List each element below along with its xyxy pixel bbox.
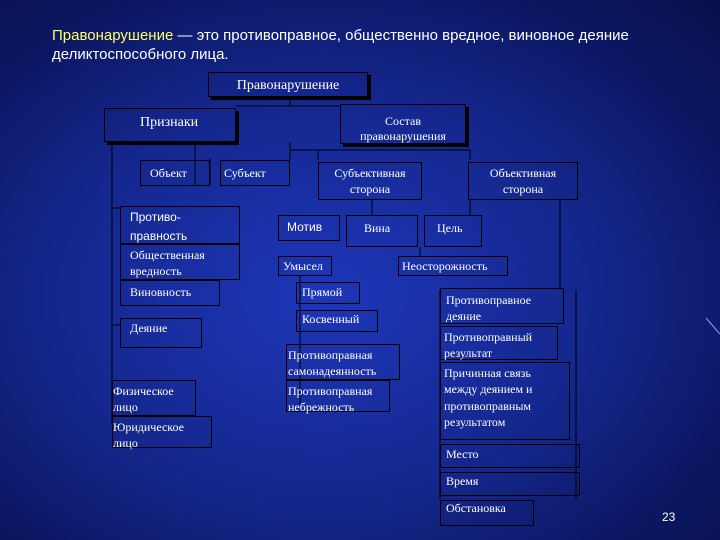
place-label: Место (446, 447, 479, 461)
deed-label: Деяние (130, 321, 168, 335)
illegality-label-2: правность (130, 229, 188, 243)
illegal-act-label-1: Противоправное (446, 293, 532, 307)
recklessness-label-1: Противоправная (288, 348, 373, 362)
guilt-label: Вина (364, 221, 391, 235)
legal-person-label-1: Юридическое (113, 420, 184, 434)
causal-link-label-3: противоправным (444, 399, 532, 413)
carelessness-label-2: небрежность (288, 400, 355, 414)
subject-label: Субъект (224, 166, 266, 180)
harm-label-1: Общественная (130, 248, 205, 262)
definition-body: — это противоправное, общественно вредное, виновное деяние деликтоспособного лица. (52, 27, 629, 63)
objective-side-label-1: Объективная (489, 166, 557, 180)
legal-person-label-2: лицо (113, 436, 138, 450)
signs-label: Признаки (140, 115, 199, 130)
guilt-sign-label: Виновность (130, 285, 192, 299)
direct-intent-label: Прямой (302, 285, 343, 299)
illegal-result-label-1: Противоправный (444, 330, 533, 344)
indirect-intent-label: Косвенный (302, 312, 360, 326)
causal-link-label-1: Причинная связь (444, 366, 531, 380)
page-number: 23 (662, 510, 676, 524)
harm-label-2: вредность (130, 264, 182, 278)
objective-side-label-2: сторона (502, 182, 544, 196)
causal-link-label-2: между деянием и (444, 382, 533, 396)
situation-label: Обстановка (446, 501, 506, 515)
illegal-result-label-2: результат (444, 346, 493, 360)
time-label: Время (446, 474, 479, 488)
definition-term: Правонарушение (52, 27, 174, 44)
illegality-label-1: Противо- (130, 210, 181, 224)
illegal-act-label-2: деяние (446, 309, 482, 323)
physical-person-label-2: лицо (113, 400, 138, 414)
goal-label: Цель (437, 221, 463, 235)
subjective-side-label-1: Субъективная (334, 166, 406, 180)
motive-label: Мотив (287, 220, 323, 234)
composition-label-2: правонарушения (360, 129, 446, 143)
intent-label: Умысел (283, 259, 323, 273)
negligence-label: Неосторожность (402, 259, 488, 273)
root-label: Правонарушение (236, 78, 340, 93)
recklessness-label-2: самонадеянность (288, 364, 377, 378)
physical-person-label-1: Физическое (113, 384, 174, 398)
composition-label-1: Состав (384, 114, 421, 128)
causal-link-label-4: результатом (444, 415, 506, 429)
carelessness-label-1: Противоправная (288, 384, 373, 398)
object-label: Объект (150, 166, 187, 180)
subjective-side-label-2: сторона (349, 182, 391, 196)
